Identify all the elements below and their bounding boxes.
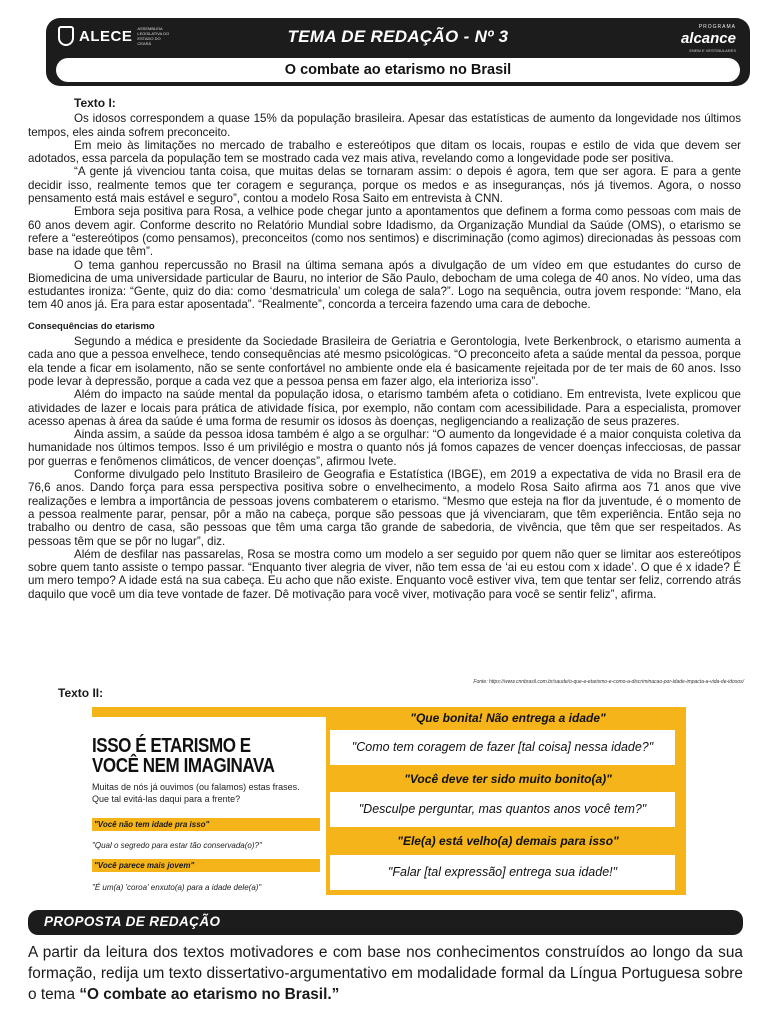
alcance-logo	[681, 24, 736, 53]
paragraph: Além do impacto na saúde mental da população idosa, o etarismo também afeta o cotidiano. Em entrevista, Ivete explicou que atividades de lazer e locais para prática de atividade física, por exemplo, não contam com acessibilidade. Para a especialista, promover acesso apenas à área da saúde é uma forma de resumir os idosos às doenças, negligenciando a realização de seus prazeres.	[28, 388, 741, 428]
paragraph: O tema ganhou repercussão no Brasil na última semana após a divulgação de um vídeo em que estudantes do curso de Biomedicina de uma universidade particular de Bauru, no interior de São Paulo, debocham de uma colega de 40 anos. No vídeo, uma das estudantes ironiza: “Gente, quiz do dia: como ‘desmatricula’ um colega de sala?”. Logo na sequência, outra jovem responde: “Mano, ela tem 40 anos já. Era para estar aposentada”. “Realmente”, concorda a terceira fazendo uma cara de deboche.	[28, 258, 741, 312]
page-subtitle: O combate ao etarismo no Brasil	[56, 58, 740, 82]
phrase: "Como tem coragem de fazer [tal coisa] nessa idade?"	[330, 730, 675, 765]
proposta-bar	[28, 910, 743, 935]
paragraph: Segundo a médica e presidente da Sociedade Brasileira de Geriatria e Gerontologia, Ivete Berkenbrock, o etarismo aumenta a cada ano que a pessoa envelhece, tendo consequências até mesmo psicológicas. “O preconceito afeta a saúde mental da pessoa, porque ela tende a ficar em isolamento, não se sente confortável no ambiente onde ela é basicamente rejeitada por de ter mais de 60 anos. Isso pode levar à depressão, porque a cada vez que a pessoa pensa em fazer algo, ela interioriza isso”.	[28, 335, 741, 388]
phrase: "Qual o segredo para estar tão conservada(o)?"	[92, 841, 262, 850]
section-subheading: Consequências do etarismo	[28, 320, 155, 332]
proposta-heading: PROPOSTA DE REDAÇÃO	[44, 914, 221, 929]
paragraph: Embora seja positiva para Rosa, a velhice pode chegar junto a apontamentos que definem a forma como pessoas com mais de 60 anos devem agir. Conforme descrito no Relatório Mundial sobre Idadismo, da Organização Mundial da Saúde (OMS), o etarismo se refere a “estereótipos (como pensamos), preconceitos (como nos sentimos) e discriminação (como agimos) direcionadas às pessoas com base na idade que têm”.	[28, 205, 741, 259]
paragraph: Além de desfilar nas passarelas, Rosa se mostra como um modelo a ser seguido por quem não quer se limitar aos estereótipos sobre quem tanto assiste o tempo passar. “Enquanto tiver alegria de viver, não tem essa de ‘ai eu estou com x idade’. O que é x idade? É um mero tempo? A idade está na sua cabeça. Eu acho que não existe. Enquanto você estiver viva, tem que tentar ser feliz, correndo atrás daquilo que você um dia teve vontade de fazer. Dê motivação para você viver, motivação para você se sentir feliz”, afirma.	[28, 547, 741, 601]
infographic-lead	[92, 781, 326, 805]
paragraph: Em meio às limitações no mercado de trabalho e estereótipos que ditam os locais, roupas e estilo de vida que devem ser adotados, essa parcela da população tem se mostrado cada vez mais ativa, revelando como a longevidade pode ser positiva.	[28, 138, 741, 166]
texto-1-heading: Texto I:	[74, 96, 116, 110]
phrase-highlight: "Que bonita! Não entrega a idade"	[410, 711, 606, 725]
infographic-title	[92, 736, 275, 776]
phrase: "É um(a) 'coroa' enxuto(a) para a idade dele(a)"	[92, 883, 262, 892]
phrase: "Falar [tal expressão] entrega sua idade!"	[330, 855, 675, 890]
phrase-highlight: "Ele(a) está velho(a) demais para isso"	[397, 834, 619, 848]
proposta-theme: “O combate ao etarismo no Brasil.”	[79, 986, 340, 1003]
alcance-brand: alcance	[680, 30, 736, 47]
lead-line: Muitas de nós já ouvimos (ou falamos) estas frases.	[92, 782, 300, 792]
proposta-text	[28, 942, 743, 1005]
proposta-body: A partir da leitura dos textos motivadores e com base nos conhecimentos construídos ao longo da sua formação, redija um texto dissertativo-argumentativo em modalidade formal da Língua Portuguesa sobre o tema	[28, 944, 743, 1003]
texto-2-infographic	[92, 707, 686, 895]
alcance-subtitle: ENEM E VESTIBULARES	[689, 48, 736, 53]
texto-1	[28, 97, 741, 601]
infographic-title-line: VOCÊ NEM IMAGINAVA	[92, 755, 275, 777]
phrase: "Desculpe perguntar, mas quantos anos você tem?"	[330, 792, 675, 827]
alece-subtitle: ASSEMBLEIA LEGISLATIVA DO ESTADO DO CEARÁ	[137, 26, 170, 46]
theme-title: TEMA DE REDAÇÃO - Nº 3	[287, 27, 509, 46]
alece-brand: ALECE	[79, 27, 133, 45]
infographic-left-panel	[92, 717, 326, 895]
paragraph: Ainda assim, a saúde da pessoa idosa também é algo a se orgulhar: “O aumento da longevidade é a maior conquista coletiva da humanidade nos últimos tempos. Isso é um privilégio e mostra o quanto nós já fomos capazes de vencer doenças infecciosas, de passar por guerras e fenômenos climáticos, de vencer doenças”, afirmou Ivete.	[28, 428, 741, 468]
paragraph: Conforme divulgado pelo Instituto Brasileiro de Geografia e Estatística (IBGE), em 2019 a expectativa de vida no Brasil era de 76,6 anos. Dando força para essa perspectiva positiva sobre o envelhecimento, a modelo Rosa Saito afirma aos 71 anos que vive realizações e lembra a importância de pessoas jovens combaterem o etarismo. “Mesmo que esteja na flor da juventude, é o momento de a pessoa realmente parar, pensar, pôr a mão na cabeça, porque são pessoas que já vivenciaram, que têm experiência. Então seja no trabalho ou dentro de casa, são pessoas que têm uma carga tão grande de sabedoria, de vivência, que têm que ser respeitados. As pessoas têm que se pôr no lugar”, diz.	[28, 468, 741, 548]
texto-2-heading: Texto II:	[58, 686, 104, 700]
infographic-title-line: ISSO É ETARISMO E	[92, 735, 251, 757]
paragraph: “A gente já vivenciou tanta coisa, que muitas delas se tornaram assim: o depois é agora, tem que ser agora. E para a gente decidir isso, realmente temos que ter coragem e segurança, porque os medos e as inseguranças, nós já tivemos. Agora, o nosso pensamento está mais estável e seguro”, contou a modelo Rosa Saito em entrevista à CNN.	[28, 165, 741, 206]
infographic-right-panel	[330, 707, 686, 895]
header-band	[46, 18, 750, 86]
phrase-highlight: "Você não tem idade pra isso"	[92, 818, 320, 831]
phrase-highlight: "Você parece mais jovem"	[92, 859, 320, 872]
alcance-top: PROGRAMA	[698, 24, 736, 30]
source-citation: Fonte: https://www.cnnbrasil.com.br/saude/o-que-e-etarismo-e-como-a-discriminacao-por-idade-impacta-a-vida-de-idosos/	[473, 679, 744, 685]
lead-line: Que tal evitá-las daqui para a frente?	[92, 794, 241, 804]
paragraph: Os idosos correspondem a quase 15% da população brasileira. Apesar das estatísticas de aumento da longevidade nos últimos tempos, eles ainda sofrem preconceito.	[28, 112, 741, 139]
phrase-highlight: "Você deve ter sido muito bonito(a)"	[404, 772, 612, 786]
